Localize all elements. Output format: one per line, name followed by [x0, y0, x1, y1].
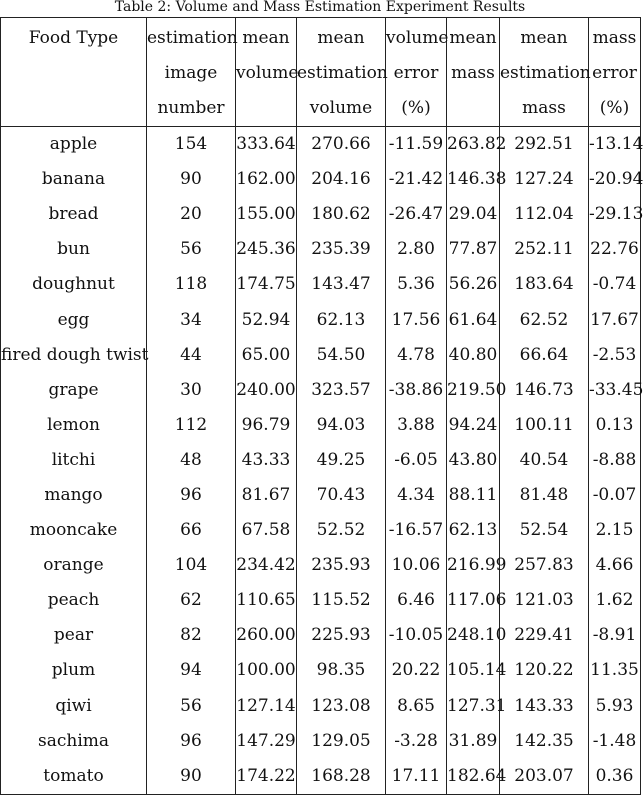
- food-type-cell: lemon: [1, 408, 147, 443]
- header-line: volume: [309, 98, 373, 118]
- value-cell: 180.62: [297, 197, 386, 232]
- value-cell: 90: [147, 759, 236, 795]
- header-line: error: [393, 63, 439, 83]
- table-row: [1, 513, 641, 548]
- header-line: (%): [599, 98, 630, 118]
- value-cell: 104: [147, 548, 236, 583]
- value-cell: 260.00: [236, 618, 297, 653]
- value-cell: 4.78: [386, 338, 447, 373]
- value-cell: 62: [147, 583, 236, 618]
- table-row: [1, 232, 641, 267]
- value-cell: 94.03: [297, 408, 386, 443]
- value-cell: -26.47: [386, 197, 447, 232]
- table-row: [1, 583, 641, 618]
- value-cell: 105.14: [447, 653, 500, 688]
- value-cell: 118: [147, 267, 236, 302]
- value-cell: 98.35: [297, 653, 386, 688]
- value-cell: 100.11: [500, 408, 589, 443]
- value-cell: 4.34: [386, 478, 447, 513]
- value-cell: 123.08: [297, 689, 386, 724]
- header-line: image: [164, 63, 218, 83]
- value-cell: 2.15: [589, 513, 641, 548]
- value-cell: 127.31: [447, 689, 500, 724]
- value-cell: 31.89: [447, 724, 500, 759]
- table-row: [1, 302, 641, 337]
- value-cell: 62.13: [447, 513, 500, 548]
- value-cell: 3.88: [386, 408, 447, 443]
- value-cell: 11.35: [589, 653, 641, 688]
- value-cell: 292.51: [500, 127, 589, 163]
- value-cell: 62.52: [500, 302, 589, 337]
- value-cell: 34: [147, 302, 236, 337]
- value-cell: 66.64: [500, 338, 589, 373]
- value-cell: 143.47: [297, 267, 386, 302]
- value-cell: 30: [147, 373, 236, 408]
- value-cell: 81.48: [500, 478, 589, 513]
- table-row: [1, 724, 641, 759]
- value-cell: 110.65: [236, 583, 297, 618]
- value-cell: 2.80: [386, 232, 447, 267]
- value-cell: 240.00: [236, 373, 297, 408]
- food-type-cell: bun: [1, 232, 147, 267]
- value-cell: 88.11: [447, 478, 500, 513]
- value-cell: 56: [147, 689, 236, 724]
- value-cell: 146.73: [500, 373, 589, 408]
- table-row: [1, 267, 641, 302]
- value-cell: -8.88: [589, 443, 641, 478]
- food-type-cell: mango: [1, 478, 147, 513]
- value-cell: 56: [147, 232, 236, 267]
- value-cell: 143.33: [500, 689, 589, 724]
- food-type-cell: orange: [1, 548, 147, 583]
- value-cell: 62.13: [297, 302, 386, 337]
- table-row: [1, 443, 641, 478]
- value-cell: 17.56: [386, 302, 447, 337]
- value-cell: -33.45: [589, 373, 641, 408]
- header-line: Food Type: [28, 28, 119, 48]
- value-cell: 115.52: [297, 583, 386, 618]
- header-line: mean: [520, 28, 568, 48]
- value-cell: 22.76: [589, 232, 641, 267]
- value-cell: 17.67: [589, 302, 641, 337]
- value-cell: -6.05: [386, 443, 447, 478]
- value-cell: 229.41: [500, 618, 589, 653]
- value-cell: 40.80: [447, 338, 500, 373]
- value-cell: 235.93: [297, 548, 386, 583]
- value-cell: 146.38: [447, 162, 500, 197]
- value-cell: 5.36: [386, 267, 447, 302]
- value-cell: 44: [147, 338, 236, 373]
- food-type-cell: egg: [1, 302, 147, 337]
- value-cell: 245.36: [236, 232, 297, 267]
- value-cell: 4.66: [589, 548, 641, 583]
- header-line: volume: [236, 63, 299, 83]
- value-cell: 248.10: [447, 618, 500, 653]
- value-cell: 49.25: [297, 443, 386, 478]
- value-cell: 52.94: [236, 302, 297, 337]
- value-cell: 8.65: [386, 689, 447, 724]
- table-row: [1, 759, 641, 795]
- value-cell: -10.05: [386, 618, 447, 653]
- value-cell: 65.00: [236, 338, 297, 373]
- value-cell: 127.24: [500, 162, 589, 197]
- table-row: [1, 373, 641, 408]
- header-line: error: [592, 63, 637, 83]
- value-cell: 263.82: [447, 127, 500, 163]
- value-cell: 66: [147, 513, 236, 548]
- table-row: [1, 478, 641, 513]
- value-cell: 117.06: [447, 583, 500, 618]
- food-type-cell: plum: [1, 653, 147, 688]
- value-cell: 333.64: [236, 127, 297, 163]
- value-cell: 29.04: [447, 197, 500, 232]
- table-row: [1, 689, 641, 724]
- value-cell: 70.43: [297, 478, 386, 513]
- value-cell: 48: [147, 443, 236, 478]
- value-cell: 174.75: [236, 267, 297, 302]
- header-line: estimation: [297, 63, 388, 83]
- value-cell: 52.54: [500, 513, 589, 548]
- value-cell: 6.46: [386, 583, 447, 618]
- header-mean-mass: [447, 18, 500, 127]
- table-row: [1, 127, 641, 163]
- value-cell: 203.07: [500, 759, 589, 795]
- food-type-cell: fired dough twist: [1, 338, 147, 373]
- value-cell: -8.91: [589, 618, 641, 653]
- value-cell: -11.59: [386, 127, 447, 163]
- value-cell: -0.07: [589, 478, 641, 513]
- value-cell: 90: [147, 162, 236, 197]
- value-cell: 270.66: [297, 127, 386, 163]
- header-line: mass: [522, 98, 566, 118]
- value-cell: -16.57: [386, 513, 447, 548]
- value-cell: 121.03: [500, 583, 589, 618]
- table-row: [1, 162, 641, 197]
- value-cell: 204.16: [297, 162, 386, 197]
- value-cell: 43.80: [447, 443, 500, 478]
- value-cell: 1.62: [589, 583, 641, 618]
- value-cell: 174.22: [236, 759, 297, 795]
- value-cell: 67.58: [236, 513, 297, 548]
- value-cell: 234.42: [236, 548, 297, 583]
- value-cell: 82: [147, 618, 236, 653]
- value-cell: 252.11: [500, 232, 589, 267]
- header-mean-estimation-mass: [500, 18, 589, 127]
- food-type-cell: doughnut: [1, 267, 147, 302]
- value-cell: 112: [147, 408, 236, 443]
- value-cell: 96: [147, 478, 236, 513]
- food-type-cell: qiwi: [1, 689, 147, 724]
- header-line: mean: [242, 28, 290, 48]
- value-cell: 225.93: [297, 618, 386, 653]
- value-cell: 0.13: [589, 408, 641, 443]
- value-cell: 94: [147, 653, 236, 688]
- food-type-cell: tomato: [1, 759, 147, 795]
- value-cell: 10.06: [386, 548, 447, 583]
- value-cell: 235.39: [297, 232, 386, 267]
- value-cell: 100.00: [236, 653, 297, 688]
- table-header: [1, 18, 641, 127]
- value-cell: 77.87: [447, 232, 500, 267]
- value-cell: 61.64: [447, 302, 500, 337]
- header-line: (%): [401, 98, 431, 118]
- value-cell: -21.42: [386, 162, 447, 197]
- value-cell: 5.93: [589, 689, 641, 724]
- value-cell: -29.13: [589, 197, 641, 232]
- value-cell: -3.28: [386, 724, 447, 759]
- food-type-cell: sachima: [1, 724, 147, 759]
- header-mean-estimation-volume: [297, 18, 386, 127]
- table-caption: Table 2: Volume and Mass Estimation Experiment Results: [114, 0, 526, 15]
- table-row: [1, 338, 641, 373]
- value-cell: 147.29: [236, 724, 297, 759]
- value-cell: 168.28: [297, 759, 386, 795]
- table-row: [1, 653, 641, 688]
- header-line: estimation: [147, 28, 238, 48]
- food-type-cell: apple: [1, 127, 147, 163]
- header-line: mass: [451, 63, 495, 83]
- value-cell: 43.33: [236, 443, 297, 478]
- value-cell: 96: [147, 724, 236, 759]
- header-mass-error: [589, 18, 641, 127]
- value-cell: 17.11: [386, 759, 447, 795]
- header-line: mass: [592, 28, 637, 48]
- value-cell: 54.50: [297, 338, 386, 373]
- food-type-cell: banana: [1, 162, 147, 197]
- food-type-cell: bread: [1, 197, 147, 232]
- value-cell: 323.57: [297, 373, 386, 408]
- header-estimation-image-number: [147, 18, 236, 127]
- value-cell: 257.83: [500, 548, 589, 583]
- value-cell: 155.00: [236, 197, 297, 232]
- table-row: [1, 548, 641, 583]
- table-row: [1, 197, 641, 232]
- food-type-cell: pear: [1, 618, 147, 653]
- value-cell: -38.86: [386, 373, 447, 408]
- header-line: mean: [449, 28, 497, 48]
- value-cell: -2.53: [589, 338, 641, 373]
- value-cell: 96.79: [236, 408, 297, 443]
- food-type-cell: mooncake: [1, 513, 147, 548]
- value-cell: 0.36: [589, 759, 641, 795]
- header-row: [1, 18, 641, 127]
- value-cell: 129.05: [297, 724, 386, 759]
- results-table: [0, 17, 641, 795]
- value-cell: 20.22: [386, 653, 447, 688]
- value-cell: 81.67: [236, 478, 297, 513]
- value-cell: 154: [147, 127, 236, 163]
- table-body: [1, 127, 641, 795]
- value-cell: -1.48: [589, 724, 641, 759]
- value-cell: 182.64: [447, 759, 500, 795]
- value-cell: 40.54: [500, 443, 589, 478]
- value-cell: -20.94: [589, 162, 641, 197]
- value-cell: 219.50: [447, 373, 500, 408]
- header-food-type: [1, 18, 147, 127]
- value-cell: 216.99: [447, 548, 500, 583]
- value-cell: 20: [147, 197, 236, 232]
- value-cell: 112.04: [500, 197, 589, 232]
- value-cell: 52.52: [297, 513, 386, 548]
- value-cell: 127.14: [236, 689, 297, 724]
- header-line: mean: [317, 28, 365, 48]
- value-cell: 183.64: [500, 267, 589, 302]
- table-row: [1, 408, 641, 443]
- value-cell: 120.22: [500, 653, 589, 688]
- header-line: volume: [386, 28, 449, 48]
- food-type-cell: litchi: [1, 443, 147, 478]
- value-cell: 142.35: [500, 724, 589, 759]
- value-cell: -13.14: [589, 127, 641, 163]
- table-row: [1, 618, 641, 653]
- header-line: estimation: [500, 63, 591, 83]
- header-line: number: [157, 98, 225, 118]
- value-cell: 162.00: [236, 162, 297, 197]
- value-cell: 94.24: [447, 408, 500, 443]
- header-mean-volume: [236, 18, 297, 127]
- value-cell: 56.26: [447, 267, 500, 302]
- value-cell: -0.74: [589, 267, 641, 302]
- food-type-cell: grape: [1, 373, 147, 408]
- food-type-cell: peach: [1, 583, 147, 618]
- header-volume-error: [386, 18, 447, 127]
